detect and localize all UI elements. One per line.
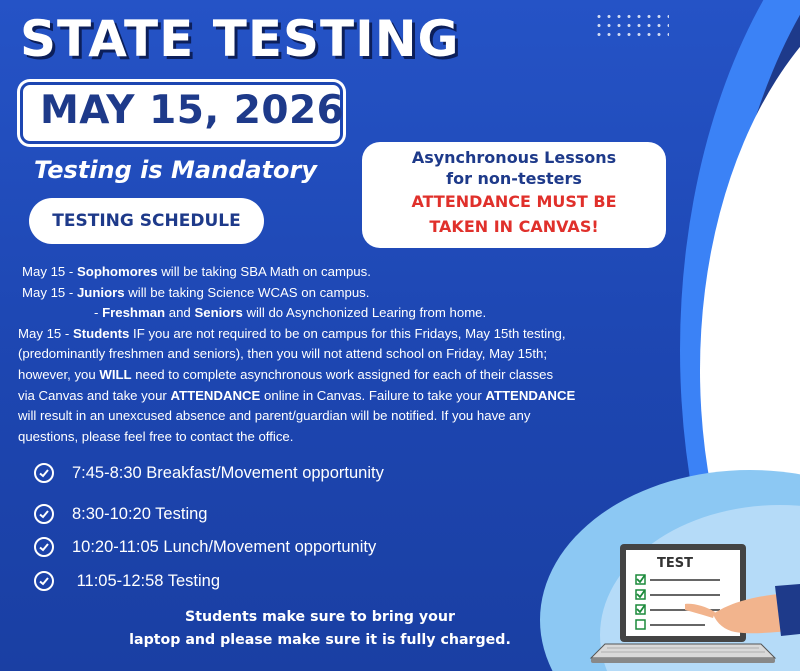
laptop-edge xyxy=(591,658,775,663)
async-line-2: for non-testers xyxy=(446,169,582,188)
text: - xyxy=(94,305,103,321)
decorative-dot-grid xyxy=(594,12,669,39)
async-line-1: Asynchronous Lessons xyxy=(411,148,617,167)
text: ATTENDANCE xyxy=(485,387,576,403)
page-title: STATE TESTING xyxy=(20,10,460,68)
text: and xyxy=(165,305,195,321)
schedule-item-text: 10:20-11:05 Lunch/Movement opportunity xyxy=(72,537,377,556)
text: will be taking Science WCAS on campus. xyxy=(124,284,370,300)
text: Seniors xyxy=(194,305,243,321)
detail-line xyxy=(18,303,738,324)
schedule-item xyxy=(34,463,384,483)
text: will do Asynchonized Learing from home. xyxy=(242,305,487,321)
text: IF you are not required to be on campus for this Fridays, May 15th testing, xyxy=(129,325,566,341)
text: Students xyxy=(72,325,130,341)
detail-line: questions, please feel free to contact the office. xyxy=(18,428,294,444)
schedule-item xyxy=(34,504,207,524)
text: Juniors xyxy=(76,284,125,300)
mandatory-notice: Testing is Mandatory xyxy=(34,156,318,184)
text: May 15 - xyxy=(22,264,77,279)
text: via Canvas and take your xyxy=(18,387,171,403)
schedule-details xyxy=(18,262,738,447)
detail-line: will result in an unexcused absence and parent/guardian will be notified. If you have any xyxy=(18,408,531,424)
text: online in Canvas. Failure to take your xyxy=(260,387,486,403)
detail-line xyxy=(18,283,738,304)
text: will be taking SBA Math on campus. xyxy=(157,264,371,279)
testing-schedule-label: TESTING SCHEDULE xyxy=(29,198,264,244)
footer-line-2: laptop and please make sure it is fully charged. xyxy=(129,632,511,648)
check-circle-icon xyxy=(34,504,54,524)
text: ATTENDANCE xyxy=(170,387,261,403)
check-circle-icon xyxy=(34,537,54,557)
schedule-item-text: 11:05-12:58 Testing xyxy=(72,571,221,590)
text: Freshman xyxy=(102,305,166,321)
laptop-test-illustration xyxy=(585,540,800,671)
detail-line xyxy=(18,365,738,386)
detail-line xyxy=(18,386,738,407)
text: need to complete asynchronous work assigned for each of their classes xyxy=(131,366,554,382)
schedule-item-text: 7:45-8:30 Breakfast/Movement opportunity xyxy=(72,463,384,482)
async-lessons-box xyxy=(362,142,666,248)
test-date: MAY 15, 2026 xyxy=(40,88,345,133)
footer-line-1: Students make sure to bring your xyxy=(185,609,455,625)
detail-line xyxy=(18,324,738,345)
detail-line: (predominantly freshmen and seniors), then you will not attend school on Friday, May 15th; xyxy=(18,346,547,362)
check-circle-icon xyxy=(34,571,54,591)
attendance-warning-2: TAKEN IN CANVAS! xyxy=(429,217,599,236)
text: however, you xyxy=(18,366,100,382)
attendance-warning-1: ATTENDANCE MUST BE xyxy=(411,192,617,211)
check-circle-icon xyxy=(34,463,54,483)
detail-line xyxy=(18,262,738,283)
text: May 15 - xyxy=(22,284,77,300)
text: WILL xyxy=(99,366,132,382)
schedule-item-text: 8:30-10:20 Testing xyxy=(72,504,208,523)
laptop-base xyxy=(591,644,775,658)
schedule-item xyxy=(34,537,376,557)
text: Sophomores xyxy=(76,264,158,279)
schedule-item xyxy=(34,571,220,591)
footer-reminder xyxy=(100,606,540,652)
text: May 15 - xyxy=(18,325,73,341)
screen-label: TEST xyxy=(657,556,693,571)
